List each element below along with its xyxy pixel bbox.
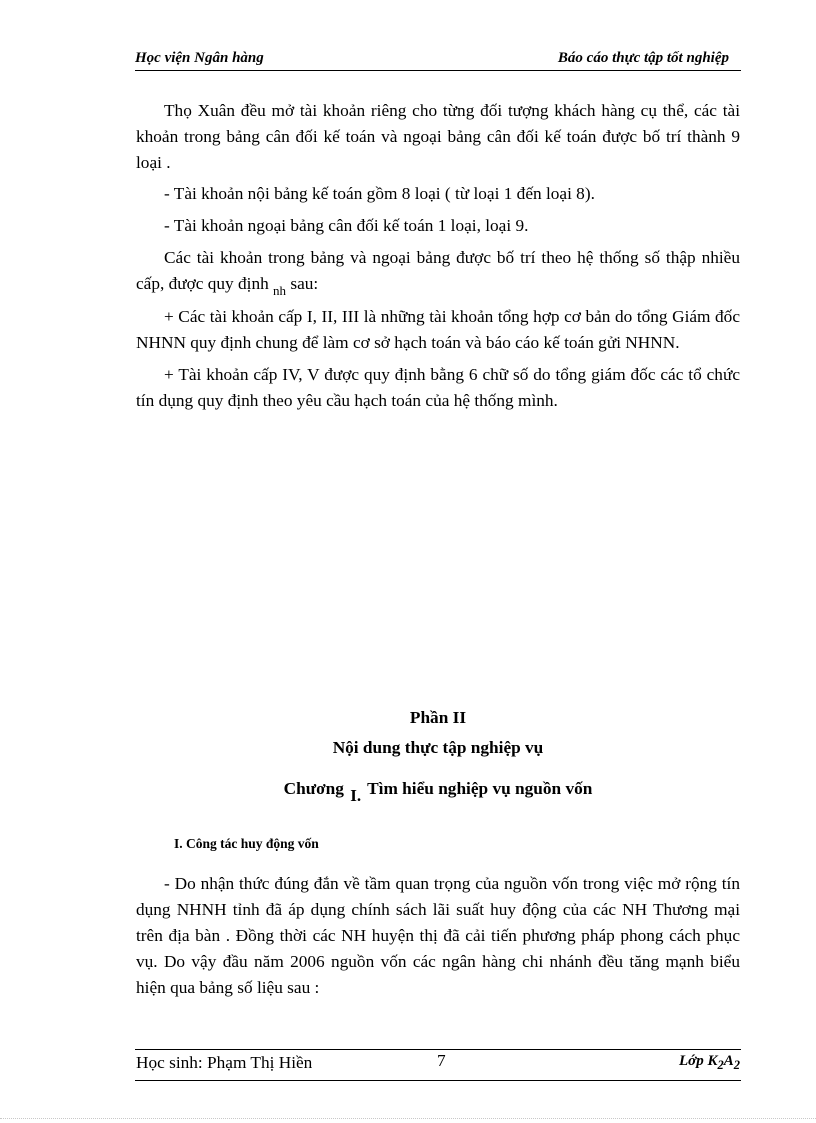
section-title: I. Công tác huy động vốn (174, 836, 319, 851)
footer-rule (135, 1049, 741, 1050)
footer-rule-bottom (135, 1080, 741, 1081)
intro-paragraph-4-text: Các tài khoản trong bảng và ngoại bảng được bố trí theo hệ thống số thập nhiều cấp, được quy định (136, 248, 740, 293)
chapter-title: Tìm hiểu nghiệp vụ nguồn vốn (367, 779, 593, 798)
intro-paragraph-3: - Tài khoản ngoại bảng cân đối kế toán 1 loại, loại 9. (164, 216, 529, 235)
section-body (136, 871, 740, 1001)
chapter-number: I. (350, 786, 362, 805)
chapter-heading (136, 779, 740, 805)
intro-paragraph-2: - Tài khoản nội bảng kế toán gồm 8 loại ( từ loại 1 đến loại 8). (164, 184, 595, 203)
footer-class-prefix: Lớp K (679, 1053, 718, 1069)
footer-class (679, 1053, 740, 1073)
chapter-word: Chương (283, 779, 344, 798)
intro-section (136, 98, 740, 414)
footer-page-number: 7 (437, 1051, 446, 1070)
intro-paragraph-4-small: nh (273, 283, 287, 298)
part-title: Phần II (409, 708, 467, 727)
header-report-title: Báo cáo thực tập tốt nghiệp (557, 50, 729, 66)
intro-paragraph-4-end: sau: (286, 274, 319, 293)
footer-class-sub1: 2 (717, 1058, 724, 1072)
footer-class-sub2: 2 (733, 1058, 740, 1072)
part-subtitle: Nội dung thực tập nghiệp vụ (332, 738, 544, 757)
footer-student: Học sinh: Phạm Thị Hiền (136, 1053, 313, 1072)
page-edge-line (0, 1118, 816, 1119)
intro-paragraph-6: + Tài khoản cấp IV, V được quy định bằng 6 chữ số do tổng giám đốc các tổ chức tín dụng quy định theo yêu cầu hạch toán của hệ thống mình. (136, 365, 740, 410)
intro-paragraph-4 (136, 245, 740, 298)
page-header (135, 48, 741, 71)
section-paragraph-1: - Do nhận thức đúng đắn về tầm quan trọng của nguồn vốn trong việc mở rộng tín dụng NHNH tỉnh đã áp dụng chính sách lãi suất huy động của các NH Thương mại trên địa bàn . Đồng thời các NH huyện thị đã cải tiến phương pháp phong cách phục vụ. Do vậy đầu năm 2006 nguồn vốn các ngân hàng chi nhánh đều tăng mạnh biểu hiện qua bảng số liệu sau : (136, 874, 740, 997)
header-institution: Học viện Ngân hàng (135, 50, 264, 66)
intro-paragraph-5: + Các tài khoản cấp I, II, III là những tài khoản tổng hợp cơ bản do tổng Giám đốc NHNN quy định chung để làm cơ sở hạch toán và báo cáo kế toán gửi NHNN. (136, 307, 740, 352)
intro-paragraph-1: Thọ Xuân đều mở tài khoản riêng cho từng đối tượng khách hàng cụ thể, các tài khoản trong bảng cân đối kế toán và ngoại bảng cân đối kế toán được bố trí thành 9 loại . (136, 101, 740, 172)
footer-class-mid: A (723, 1053, 734, 1069)
